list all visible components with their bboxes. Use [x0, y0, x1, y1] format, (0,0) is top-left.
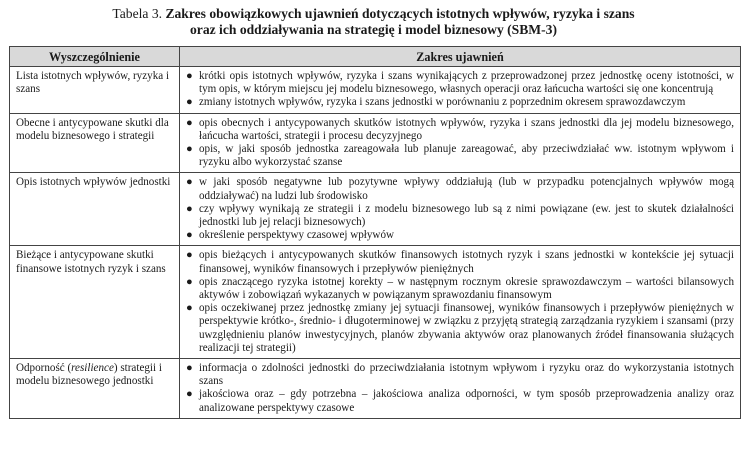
list-item-text: zmiany istotnych wpływów, ryzyka i szans jednostki w porównaniu z poprzednim okresem sprawozdawczym [199, 96, 686, 109]
list-item-text: czy wpływy wynikają ze strategii i z modelu biznesowego lub są z nimi powiązane (ew. jest to skutek działalności jednostki lub jej relacji biznesowych) [199, 202, 734, 229]
header-cell-item: Wyszczególnienie [10, 47, 180, 67]
list-item [186, 70, 734, 96]
table-header-row [10, 47, 741, 67]
list-item-text: jakościowa oraz – gdy potrzebna – jakościowa analiza odporności, w tym sposób przeprowadzenia analizy oraz analizowane perspektywy czasowe [199, 388, 734, 414]
disclosure-table [9, 46, 741, 419]
table-row [10, 359, 741, 419]
list-item [186, 276, 734, 302]
caption-line-1 [0, 6, 747, 22]
bullet-icon: ● [186, 70, 193, 82]
row-content [180, 246, 741, 359]
bullet-icon: ● [186, 116, 193, 129]
list-item [186, 176, 734, 202]
list-item-text: opis, w jaki sposób jednostka zareagowała lub planuje zareagować, aby przeciwdziałać ww. istotnym wpływom i ryzyku albo wykorzystać szanse [199, 143, 734, 169]
list-item-text: opis obecnych i antycypowanych skutków istotnych wpływów, ryzyka i szans jednostki dla jej modelu biznesowego, łańcucha wartości, strategii i procesu decyzyjnego [199, 116, 734, 142]
bullet-icon: ● [186, 229, 193, 242]
bullet-list [186, 176, 734, 242]
table-caption [0, 6, 747, 38]
row-label: Obecne i antycypowane skutki dla modelu biznesowego i strategii [10, 113, 180, 173]
bullet-icon: ● [186, 302, 193, 315]
row-content [180, 173, 741, 246]
caption-prefix: Tabela 3. [112, 6, 166, 21]
row-content [180, 113, 741, 173]
bullet-icon: ● [186, 249, 193, 262]
list-item [186, 362, 734, 388]
caption-title-line-1: Zakres obowiązkowych ujawnień dotyczących istotnych wpływów, ryzyka i szans [165, 6, 635, 21]
table-row [10, 67, 741, 114]
row-label [10, 359, 180, 419]
bullet-list [186, 362, 734, 415]
row-label-emphasis: resilience [71, 362, 114, 375]
list-item-text: opis bieżących i antycypowanych skutków finansowych istotnych ryzyk i szans jednostki w kontekście jej sytuacji finansowej, wyników finansowych i przepływów pieniężnych [199, 249, 734, 275]
list-item [186, 203, 734, 229]
list-item [186, 229, 734, 242]
list-item [186, 143, 734, 169]
bullet-icon: ● [186, 96, 193, 109]
bullet-icon: ● [186, 176, 193, 189]
table-row [10, 173, 741, 246]
list-item-text: opis oczekiwanej przez jednostkę zmiany jej sytuacji finansowej, wyników finansowych i przepływów pieniężnych w perspektywie krótko-, średnio- i długoterminowej w związku z przyjętą strategią zarządzania ryzykiem i szansami (przy uwzględnieniu planów inwestycyjnych, planów zbywania aktywów oraz planowanych źródeł finansowania służących realizacji tej strategii) [199, 302, 734, 354]
list-item [186, 388, 734, 414]
row-label: Lista istotnych wpływów, ryzyka i szans [10, 67, 180, 114]
header-cell-scope: Zakres ujawnień [180, 47, 741, 67]
list-item [186, 302, 734, 355]
bullet-icon: ● [186, 388, 193, 401]
list-item-text: krótki opis istotnych wpływów, ryzyka i szans wynikających z przeprowadzonej przez jednostkę oceny istotności, w tym opis, w którym miejscu jej modelu biznesowego, własnych operacji oraz łańcucha wartości się one koncentrują [199, 70, 734, 96]
list-item-text: w jaki sposób negatywne lub pozytywne wpływy oddziałują (lub w przypadku potencjalnych wpływów mogą oddziaływać) na ludzi lub środowisko [199, 176, 734, 202]
bullet-icon: ● [186, 202, 193, 215]
bullet-icon: ● [186, 275, 193, 288]
list-item-text: informacja o zdolności jednostki do przeciwdziałania istotnym wpływom i ryzyku oraz do wykorzystania istotnych szans [199, 362, 734, 388]
bullet-icon: ● [186, 362, 193, 375]
bullet-list [186, 70, 734, 110]
row-label: Opis istotnych wpływów jednostki [10, 173, 180, 246]
row-content [180, 359, 741, 419]
bullet-icon: ● [186, 143, 193, 156]
list-item-text: określenie perspektywy czasowej wpływów [199, 229, 395, 242]
row-content [180, 67, 741, 114]
row-label-post: ) strategii i modelu biznesowego jednostki [16, 362, 162, 388]
table-row [10, 246, 741, 359]
row-label-pre: Odporność ( [16, 362, 72, 375]
list-item [186, 96, 734, 109]
bullet-list [186, 249, 734, 355]
row-label: Bieżące i antycypowane skutki finansowe istotnych ryzyk i szans [10, 246, 180, 359]
list-item-text: opis znaczącego ryzyka istotnej korekty – w następnym rocznym okresie sprawozdawczym – wartości bilansowych aktywów i zobowiązań wykazanych w powiązanym sprawozdaniu finansowym [199, 275, 734, 302]
caption-title-line-2: oraz ich oddziaływania na strategię i model biznesowy (SBM-3) [189, 22, 557, 37]
list-item [186, 117, 734, 143]
table-row [10, 113, 741, 173]
bullet-list [186, 117, 734, 170]
list-item [186, 249, 734, 275]
